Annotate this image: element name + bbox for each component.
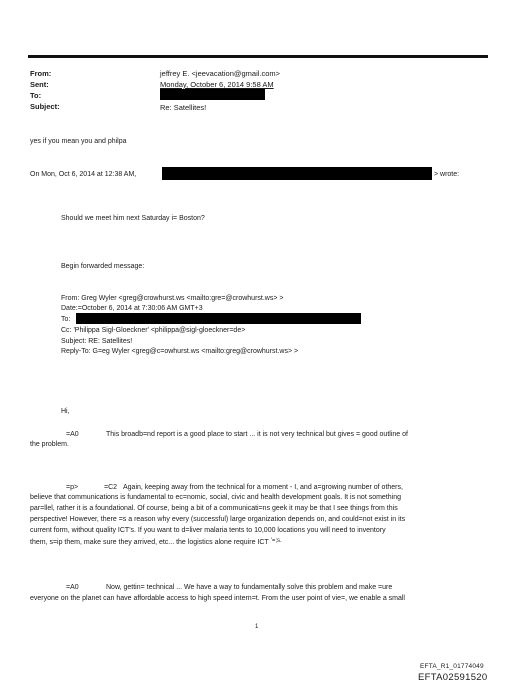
para2-line4: perspective! However, there =s a reason why every (successful) large organization depends on, and could=not exist in its	[30, 516, 406, 523]
from-label: From:	[30, 69, 52, 78]
para3-line2: everyone on the planet can have affordable access to high speed intern=t. From the user point of vie=, we enable a small	[30, 595, 405, 602]
to-redaction	[160, 89, 265, 100]
header-rule	[28, 55, 488, 58]
page-number: 1	[255, 624, 259, 630]
subject-label: Subject:	[30, 102, 60, 111]
footer-id-small: EFTA_R1_01774049	[420, 663, 484, 670]
to-label: To:	[30, 91, 42, 100]
para2-line6-end: '=;s.	[270, 538, 282, 544]
question-text: Should we meet him next Saturday i= Boston?	[61, 215, 205, 222]
fwd-date: Date:=October 6, 2014 at 7:30:06 AM GMT+3	[61, 305, 203, 312]
para3-marker: =A0	[66, 584, 79, 591]
para2-line6	[30, 537, 282, 547]
fwd-cc: Cc: 'Philippa Sigl-Gloeckner' <philippa@sigl-gloeckner=de>	[61, 327, 246, 334]
para2-marker1: =p>	[66, 484, 79, 491]
fwd-subject: Subject: RE: Satellites!	[61, 338, 133, 345]
greeting: Hi,	[61, 408, 70, 415]
reply-text: yes if you mean you and philpa	[30, 138, 127, 145]
quote-intro-prefix: On Mon, Oct 6, 2014 at 12:38 AM,	[30, 171, 137, 178]
para2-line1: Again, keeping away from the technical for a moment - I, and a=growing number of others,	[123, 484, 403, 491]
para2-line3: par=llel, rather it is a foundational. Of course, being a bit of a communicati=ns geek it may be that I see things from this	[30, 505, 398, 512]
para2-line6-text: them, s=ip them, make sure they arrived, etc... the logistics alone require ICT	[30, 539, 269, 546]
footer-id-big: EFTA02591520	[418, 672, 488, 683]
sender-redaction	[162, 167, 432, 180]
para2-line2: believe that communications is fundamental to ec=nomic, social, civic and health development goals. It is not something	[30, 494, 402, 501]
subject-value: Re: Satellites!	[160, 103, 207, 112]
para2-marker2: =C2	[104, 484, 118, 491]
from-value: jeffrey E. <jeevacation@gmail.com>	[160, 69, 281, 78]
para3-line1: Now, gettin= technical ... We have a way to fundamentally solve this problem and make =ure	[106, 584, 393, 591]
fwd-from: From: Greg Wyler <greg@crowhurst.ws <mailto:gre=@crowhurst.ws> >	[61, 295, 284, 302]
para2-line5: current form, without quality ICT's. If you want to d=liver malaria tents to 10,000 locations you will need to inventory	[30, 527, 386, 534]
forwarded-label: Begin forwarded message:	[61, 263, 145, 270]
quote-intro-suffix: > wrote:	[434, 171, 460, 178]
para1-line1: This broadb=nd report is a good place to start ... it is not very technical but gives = good outline of	[106, 431, 408, 438]
sent-label: Sent:	[30, 80, 49, 89]
fwd-reply-to: Reply-To: G=eg Wyler <greg@c=owhurst.ws <mailto:greg@crowhurst.ws> >	[61, 348, 299, 355]
sent-value: Monday, October 6, 2014 9:58 AM	[160, 80, 274, 89]
para1-line2: the problem.	[30, 441, 69, 448]
fwd-to-redaction	[76, 313, 361, 324]
para1-marker: =A0	[66, 431, 79, 438]
fwd-to: To:	[61, 316, 71, 323]
